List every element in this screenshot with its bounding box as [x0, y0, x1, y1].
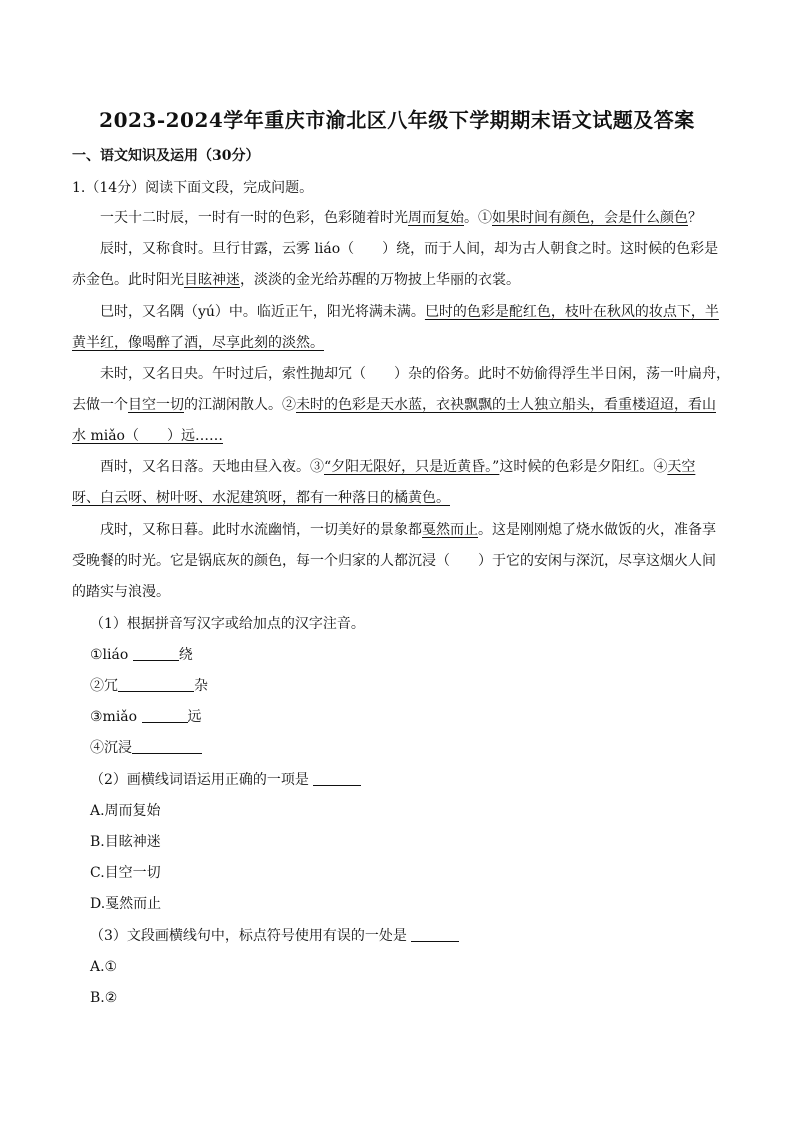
passage-paragraph-4-line-1: 未时，又名日央。午时过后，索性抛却冗（ ）杂的俗务。此时不妨偷得浮生半日闲，荡一叶扁舟， — [100, 366, 730, 382]
answer-blank[interactable] — [132, 739, 202, 754]
passage-paragraph-6-line-3: 的踏实与浪漫。 — [72, 584, 170, 600]
passage-paragraph-6-line-2: 受晚餐的时光。它是锅底灰的颜色，每一个归家的人都沉浸（ ）于它的安闲与深沉，尽享这烟火人间 — [72, 553, 716, 569]
text-span: 这时候的色彩是夕阳红。④ — [499, 459, 668, 475]
answer-item-2 — [90, 676, 208, 696]
item-label: ③miǎo — [90, 709, 142, 725]
text-span: ，淡淡的金光给苏醒的万物披上华丽的衣裳。 — [240, 272, 520, 288]
option-b: B.目眩神迷 — [90, 834, 161, 850]
passage-paragraph-5-line-1 — [100, 457, 695, 477]
answer-blank[interactable] — [411, 927, 459, 942]
question-1-stem: 1.（14分）阅读下面文段，完成问题。 — [72, 180, 314, 196]
passage-paragraph-1 — [100, 208, 702, 228]
sub-question-2-stem — [90, 770, 361, 790]
text-span: 戌时，又称日暮。此时水流幽悄，一切美好的景象都 — [100, 522, 422, 538]
passage-paragraph-2-line-1: 辰时，又称食时。旦行甘露，云雾 liáo（ ）绕，而于人间，却为古人朝食之时。这时候的色彩是 — [100, 241, 719, 257]
answer-item-3 — [90, 707, 202, 727]
section-heading: 一、语文知识及运用（30分） — [72, 148, 260, 164]
option-a: A.① — [90, 959, 118, 975]
option-b: B.② — [90, 990, 118, 1006]
answer-blank[interactable] — [118, 677, 194, 692]
passage-paragraph-5-line-2: 呀、白云呀、树叶呀、水泥建筑呀，都有一种落日的橘黄色。 — [72, 490, 450, 506]
sub-question-3-stem — [90, 926, 459, 946]
passage-paragraph-3-line-2: 黄半红，像喝醉了酒，尽享此刻的淡然。 — [72, 335, 324, 351]
underlined-word: 戛然而止 — [422, 522, 478, 538]
answer-item-4 — [90, 738, 202, 758]
option-a: A.周而复始 — [90, 803, 161, 819]
item-label: 杂 — [194, 678, 208, 694]
passage-paragraph-3-line-1 — [100, 302, 719, 322]
passage-paragraph-6-line-1 — [100, 520, 716, 540]
underlined-sentence: 巳时的色彩是酡红色，枝叶在秋风的妆点下，半 — [424, 304, 719, 320]
text-span: 巳时，又名隅（yú）中。临近正午，阳光将满未满。 — [100, 304, 425, 320]
stem-text: （3）文段画横线句中，标点符号使用有误的一处是 — [90, 928, 412, 944]
option-d: D.戛然而止 — [90, 896, 162, 912]
underlined-word: 目眩神迷 — [184, 272, 240, 288]
underlined-sentence: 未时的色彩是天水蓝，衣袂飘飘的士人独立船头，看重楼迢迢，看山 — [296, 397, 716, 413]
text-span: 酉时，又名日落。天地由昼入夜。③ — [100, 459, 324, 475]
underlined-word: 周而复始 — [408, 210, 464, 226]
stem-text: （2）画横线词语运用正确的一项是 — [90, 772, 314, 788]
text-span: 。这是刚刚熄了烧水做饭的火，准备享 — [478, 522, 716, 538]
passage-paragraph-4-line-3: 水 miǎo（ ）远…… — [72, 428, 223, 444]
item-label: 绕 — [178, 647, 193, 663]
item-label: 远 — [187, 709, 202, 725]
text-span: 赤金色。此时阳光 — [72, 272, 184, 288]
page-title: 2023-2024学年重庆市渝北区八年级下学期期末语文试题及答案 — [99, 108, 695, 132]
underlined-sentence: “夕阳无限好，只是近黄昏。” — [324, 459, 500, 475]
answer-blank[interactable] — [313, 771, 361, 786]
item-label: ①liáo — [90, 647, 133, 663]
underlined-sentence: 如果时间有颜色，会是什么颜色 — [492, 210, 688, 226]
text-span: 。① — [464, 210, 492, 226]
answer-blank[interactable] — [142, 708, 188, 723]
underlined-sentence: 天空 — [667, 459, 696, 475]
text-span: 一天十二时辰，一时有一时的色彩，色彩随着时光 — [100, 210, 408, 226]
underlined-word: 目空一切 — [128, 397, 184, 413]
text-span: 去做一个 — [72, 397, 128, 413]
item-label: ②冗 — [90, 678, 118, 694]
passage-paragraph-2-line-2 — [72, 270, 520, 290]
passage-paragraph-4-line-2 — [72, 395, 716, 415]
option-c: C.目空一切 — [90, 865, 161, 881]
text-span: 的江湖闲散人。② — [184, 397, 296, 413]
answer-item-1 — [90, 645, 193, 665]
item-label: ④沉浸 — [90, 740, 132, 756]
text-span: ？ — [688, 210, 702, 226]
sub-question-1-stem: （1）根据拼音写汉字或给加点的汉字注音。 — [90, 616, 365, 632]
answer-blank[interactable] — [133, 646, 179, 661]
